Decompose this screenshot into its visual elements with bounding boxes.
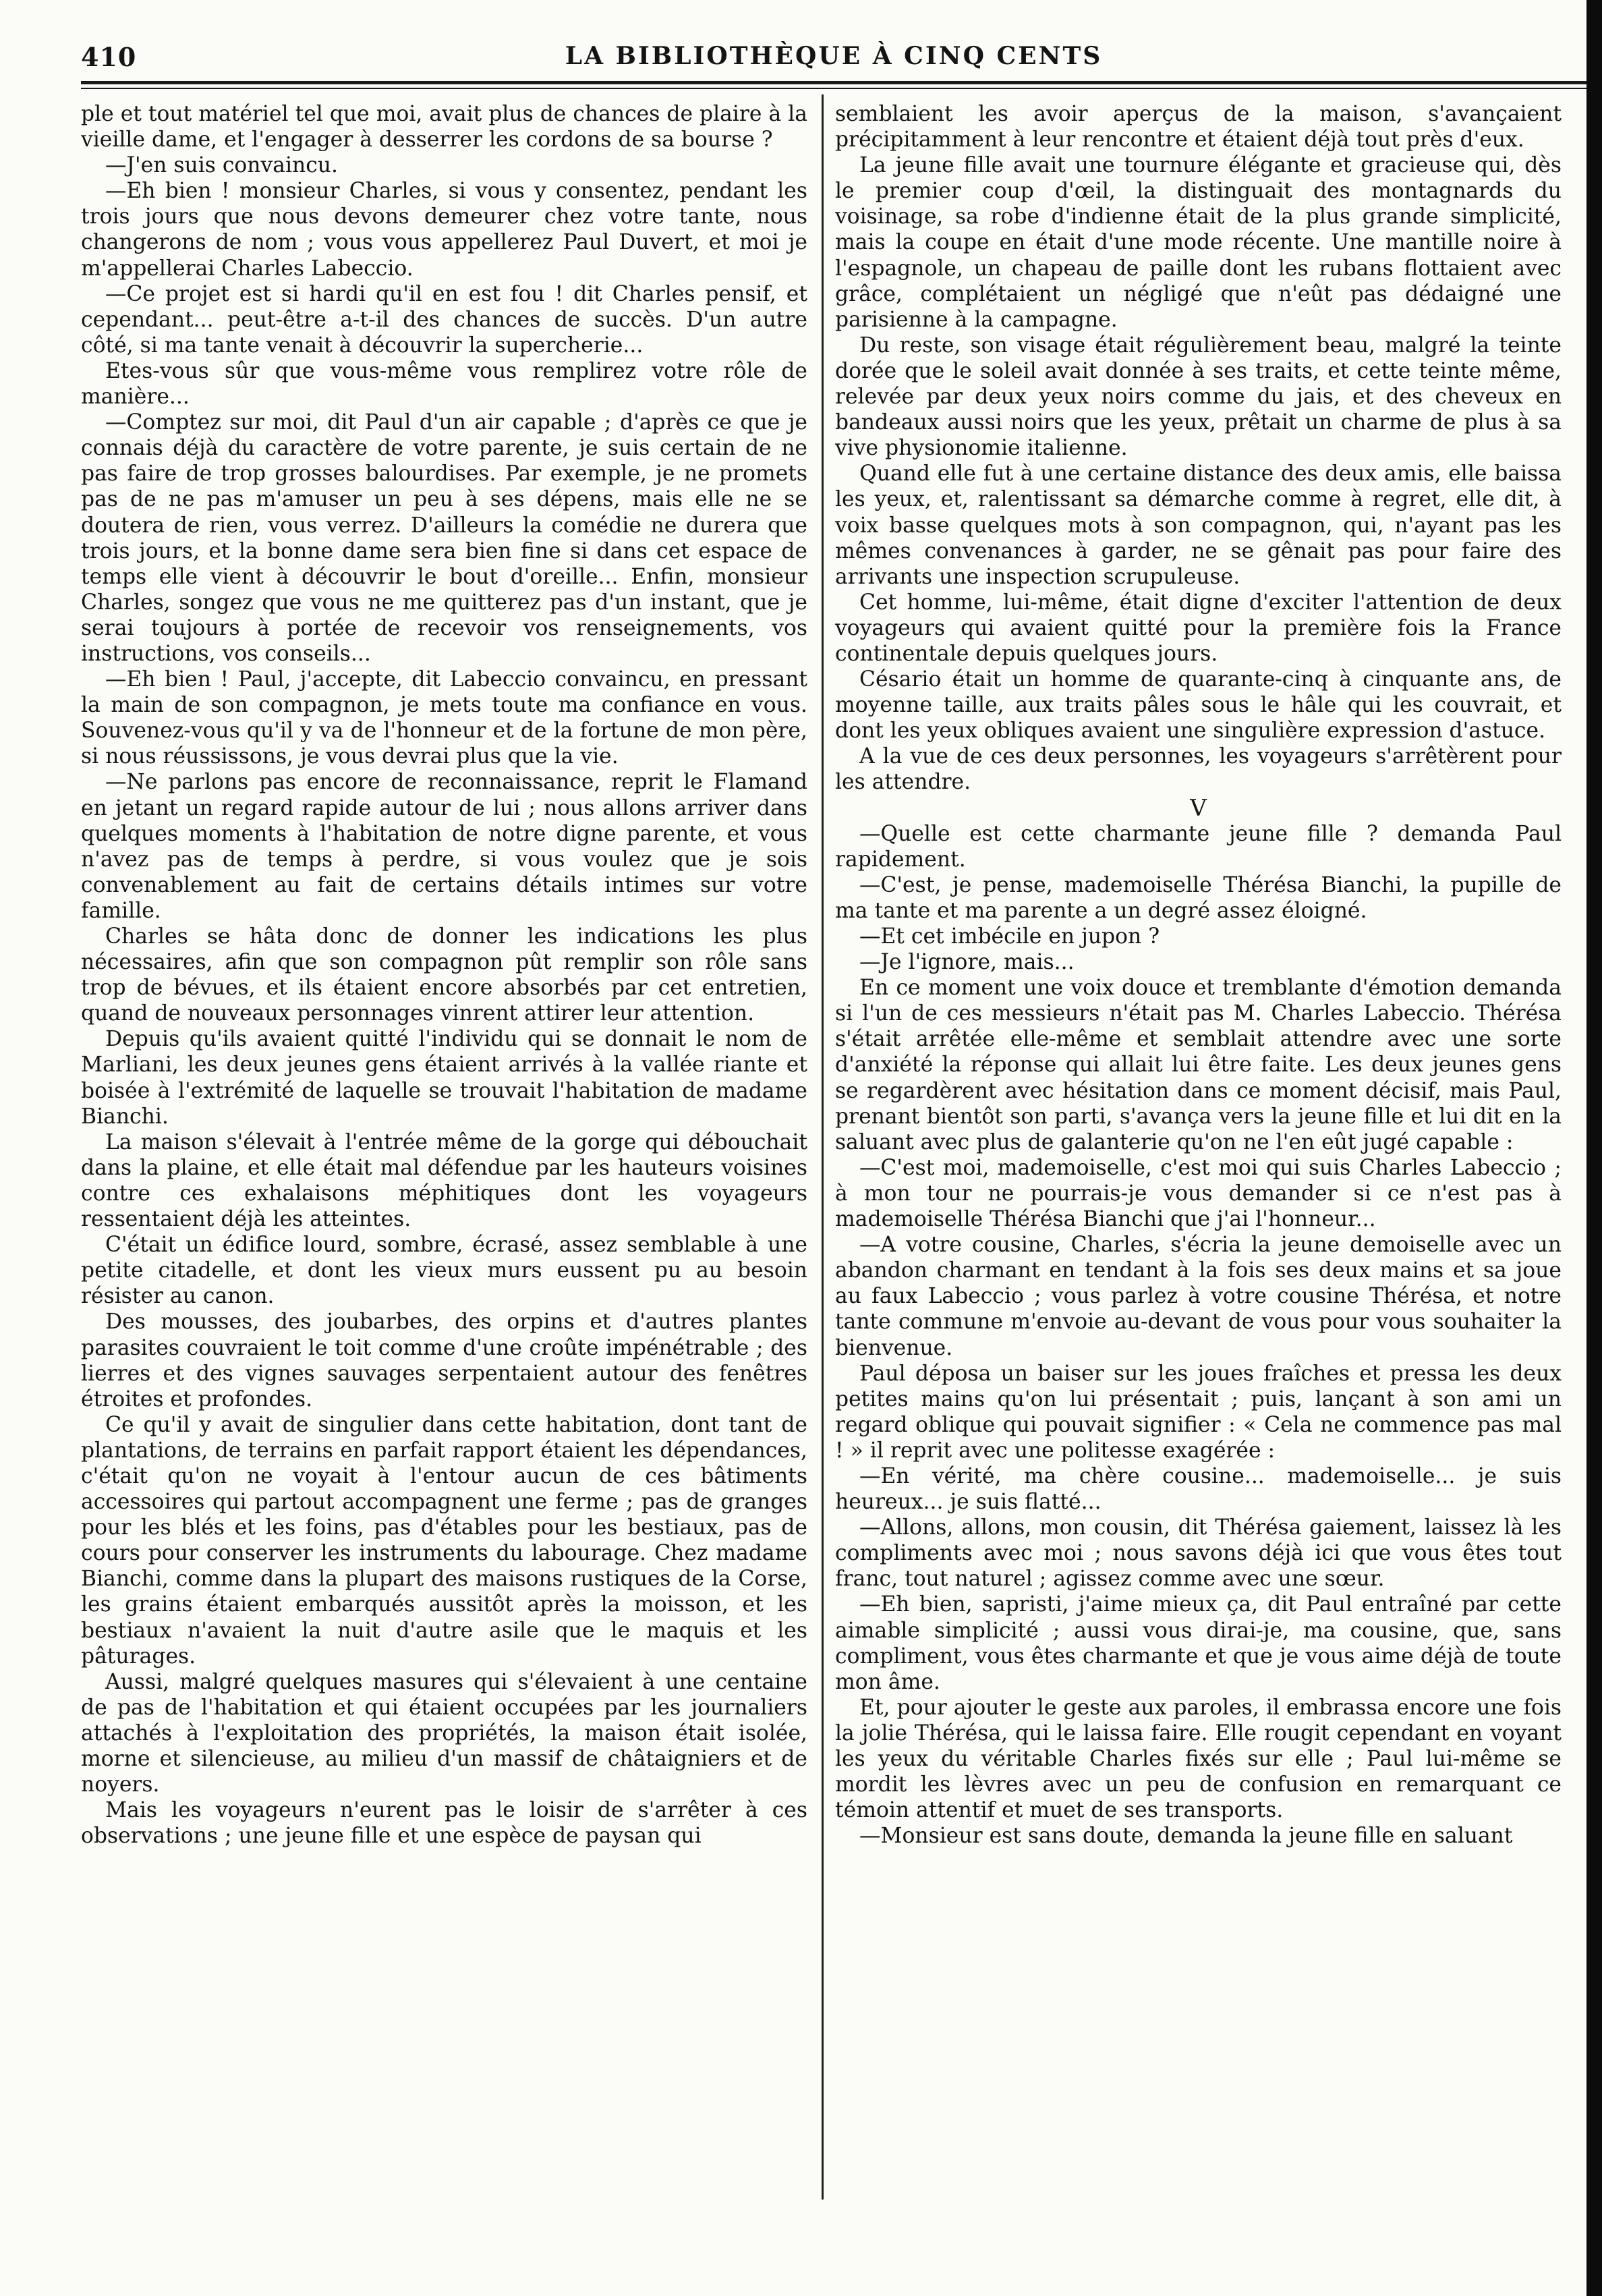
paragraph: —Ce projet est si hardi qu'il en est fou ! dit Charles pensif, et cependant... peut-être a-t-il des chances de succès. D'un autre côté, si ma tante venait à découvrir la supercherie... xyxy=(81,281,807,358)
paragraph: Paul déposa un baiser sur les joues fraîches et pressa les deux petites mains qu'on lui présentait ; puis, lançant à son ami un regard oblique qui pouvait signifier : « Cela ne commence pas mal ! » il reprit avec une politesse exagérée : xyxy=(835,1361,1562,1463)
paragraph: —Eh bien ! Paul, j'accepte, dit Labeccio convaincu, en pressant la main de son compagnon, je mets toute ma confiance en vous. Souvenez-vous qu'il y va de l'honneur et de la fortune de mon père, si nous réussissons, je vous devrai plus que la vie. xyxy=(81,667,807,769)
paragraph: Quand elle fut à une certaine distance des deux amis, elle baissa les yeux, et, ralentissant sa démarche comme à regret, elle dit, à voix basse quelques mots à son compagnon, qui, n'ayant pas les mêmes convenances à garder, ne se gênait pas pour faire des arrivants une inspection scrupuleuse. xyxy=(835,461,1562,589)
paragraph: —Ne parlons pas encore de reconnaissance, reprit le Flamand en jetant un regard rapide autour de lui ; nous allons arriver dans quelques moments à l'habitation de notre digne parente, et vous n'avez pas de temps à perdre, si vous voulez que je sois convenablement au fait de certains détails intimes sur votre famille. xyxy=(81,770,807,923)
paragraph: Du reste, son visage était régulièrement beau, malgré la teinte dorée que le soleil avait donnée à ses traits, et cette teinte même, relevée par deux yeux noirs comme du jais, et des cheveux en bandeaux aussi noirs que les yeux, prêtait un charme de plus à sa vive physionomie italienne. xyxy=(835,333,1562,461)
column-divider xyxy=(822,94,824,2200)
paragraph: —Quelle est cette charmante jeune fille ? demanda Paul rapidement. xyxy=(835,821,1562,872)
paragraph: La jeune fille avait une tournure élégante et gracieuse qui, dès le premier coup d'œil, la distinguait des montagnards du voisinage, sa robe d'indienne était de la plus grande simplicité, mais la coupe en était d'une mode récente. Une mantille noire à l'espagnole, un chapeau de paille dont les rubans flottaient avec grâce, complétaient un négligé que n'eût pas dédaigné une parisienne à la campagne. xyxy=(835,153,1562,332)
header-rule xyxy=(81,81,1586,84)
paragraph: —Allons, allons, mon cousin, dit Thérésa gaiement, laissez là les compliments avec moi ; nous savons déjà ici que vous êtes tout franc, tout naturel ; agissez comme avec une sœur. xyxy=(835,1515,1562,1592)
paragraph: Cet homme, lui-même, était digne d'exciter l'attention de deux voyageurs qui avaient quitté pour la première fois la France continentale depuis quelques jours. xyxy=(835,590,1562,666)
paragraph: En ce moment une voix douce et tremblante d'émotion demanda si l'un de ces messieurs n'était pas M. Charles Labeccio. Thérésa s'était arrêtée elle-même et semblait attendre avec une sorte d'anxiété la réponse qui allait lui être faite. Les deux jeunes gens se regardèrent avec hésitation dans ce moment décisif, mais Paul, prenant bientôt son parti, s'avança vers la jeune fille et lui dit en la saluant avec plus de galanterie qu'on ne l'en eût jugé capable : xyxy=(835,976,1562,1154)
paragraph: —Monsieur est sans doute, demanda la jeune fille en saluant xyxy=(859,1824,1513,1849)
paragraph: Des mousses, des joubarbes, des orpins et d'autres plantes parasites couvraient le toit comme d'une croûte impénétrable ; des lierres et des vignes sauvages serpentaient autour des fenêtres étroites et profondes. xyxy=(81,1310,807,1411)
paragraph: —A votre cousine, Charles, s'écria la jeune demoiselle avec un abandon charmant en tendant à la fois ses deux mains et sa joue au faux Labeccio ; vous parlez à votre cousine Thérésa, et notre tante commune m'envoie au-devant de vous pour vous souhaiter la bienvenue. xyxy=(835,1233,1562,1360)
paragraph: Aussi, malgré quelques masures qui s'élevaient à une centaine de pas de l'habitation et qui étaient occupées par les journaliers attachés à l'exploitation des propriétés, la maison était isolée, morne et silencieuse, au milieu d'un massif de châtaigniers et de noyers. xyxy=(81,1669,807,1797)
paragraph: —En vérité, ma chère cousine... mademoiselle... je suis heureux... je suis flatté... xyxy=(835,1463,1562,1515)
paragraph: C'était un édifice lourd, sombre, écrasé, assez semblable à une petite citadelle, et dont les vieux murs eussent pu au besoin résister au canon. xyxy=(81,1233,807,1309)
paragraph: Etes-vous sûr que vous-même vous remplirez votre rôle de manière... xyxy=(81,358,807,410)
header-rule-thin xyxy=(81,88,1586,89)
page-number: 410 xyxy=(81,42,137,72)
paragraph: —Eh bien, sapristi, j'aime mieux ça, dit Paul entraîné par cette aimable simplicité ; aussi vous dirai-je, ma cousine, que, sans compliment, vous êtes charmante et que je vous aime déjà de toute mon âme. xyxy=(835,1592,1562,1694)
paragraph: Mais les voyageurs n'eurent pas le loisir de s'arrêter à ces observations ; une jeune fille et une espèce de paysan qui xyxy=(81,1798,807,1849)
paragraph: Et, pour ajouter le geste aux paroles, il embrassa encore une fois la jolie Thérésa, qui le laissa faire. Elle rougit cependant en voyant les yeux du véritable Charles fixés sur elle ; Paul lui-même se mordit les lèvres avec un peu de confusion en remarquant ce témoin attentif et muet de ses transports. xyxy=(835,1695,1562,1823)
paragraph: ple et tout matériel tel que moi, avait plus de chances de plaire à la vieille dame, et l'engager à desserrer les cordons de sa bourse ? xyxy=(81,102,807,152)
right-column xyxy=(835,101,1562,2193)
paragraph: —Comptez sur moi, dit Paul d'un air capable ; d'après ce que je connais déjà du caractère de votre parente, je suis certain de ne pas faire de trop grosses balourdises. Par exemple, je ne promets pas de ne pas m'amuser un peu à ses dépens, mais elle ne se doutera de rien, vous verrez. D'ailleurs la comédie ne durera que trois jours, et la bonne dame sera bien fine si dans cet espace de temps elle vient à découvrir le bout d'oreille... Enfin, monsieur Charles, songez que vous ne me quitterez pas d'un instant, que je serai toujours à portée de recevoir vos renseignements, vos instructions, vos conseils... xyxy=(81,410,807,666)
scan-edge-shadow xyxy=(1586,0,1602,2296)
paragraph: A la vue de ces deux personnes, les voyageurs s'arrêtèrent pour les attendre. xyxy=(835,744,1562,795)
paragraph: —Et cet imbécile en jupon ? xyxy=(859,924,1160,949)
paragraph: Charles se hâta donc de donner les indications les plus nécessaires, afin que son compagnon pût remplir son rôle sans trop de bévues, et ils étaient encore absorbés par cet entretien, quand de nouveaux personnages vinrent attirer leur attention. xyxy=(81,924,807,1026)
paragraph: Césario était un homme de quarante-cinq à cinquante ans, de moyenne taille, aux traits pâles sous le hâle qui les couvrait, et dont les yeux obliques avaient une singulière expression d'astuce. xyxy=(835,667,1562,744)
paragraph: semblaient les avoir aperçus de la maison, s'avançaient précipitamment à leur rencontre et étaient déjà tout près d'eux. xyxy=(835,102,1562,152)
paragraph: —C'est moi, mademoiselle, c'est moi qui suis Charles Labeccio ; à mon tour ne pourrais-je vous demander si ce n'est pas à mademoiselle Thérésa Bianchi que j'ai l'honneur... xyxy=(835,1155,1562,1232)
paragraph: —Eh bien ! monsieur Charles, si vous y consentez, pendant les trois jours que nous devons demeurer chez votre tante, nous changerons de nom ; vous vous appellerez Paul Duvert, et moi je m'appellerai Charles Labeccio. xyxy=(81,179,807,281)
paragraph: Depuis qu'ils avaient quitté l'individu qui se donnait le nom de Marliani, les deux jeunes gens étaient arrivés à la vallée riante et boisée à l'extrémité de laquelle se trouvait l'habitation de madame Bianchi. xyxy=(81,1027,807,1129)
left-column xyxy=(81,101,807,2193)
paragraph: La maison s'élevait à l'entrée même de la gorge qui débouchait dans la plaine, et elle était mal défendue par les hauteurs voisines contre ces exhalaisons méphitiques dont les voyageurs ressentaient déjà les atteintes. xyxy=(81,1129,807,1232)
paragraph: Ce qu'il y avait de singulier dans cette habitation, dont tant de plantations, de terrains en parfait rapport étaient les dépendances, c'était qu'on ne voyait à l'entour aucun de ces bâtiments accessoires qui partout accompagnent une ferme ; pas de granges pour les blés et les foins, pas d'étables pour les bestiaux, pas de cours pour conserver les instruments du labourage. Chez madame Bianchi, comme dans la plupart des maisons rustiques de la Corse, les grains étaient embarqués aussitôt après la moisson, et les bestiaux n'avaient la nuit d'autre asile que le maquis et les pâturages. xyxy=(81,1412,807,1669)
paragraph: —C'est, je pense, mademoiselle Thérésa Bianchi, la pupille de ma tante et ma parente a un degré assez éloigné. xyxy=(835,872,1562,923)
section-number: V xyxy=(1190,794,1207,822)
running-head: LA BIBLIOTHÈQUE À CINQ CENTS xyxy=(565,42,1103,70)
paragraph: —J'en suis convaincu. xyxy=(105,153,339,178)
page-header xyxy=(81,35,1586,76)
paragraph: —Je l'ignore, mais... xyxy=(859,950,1075,975)
